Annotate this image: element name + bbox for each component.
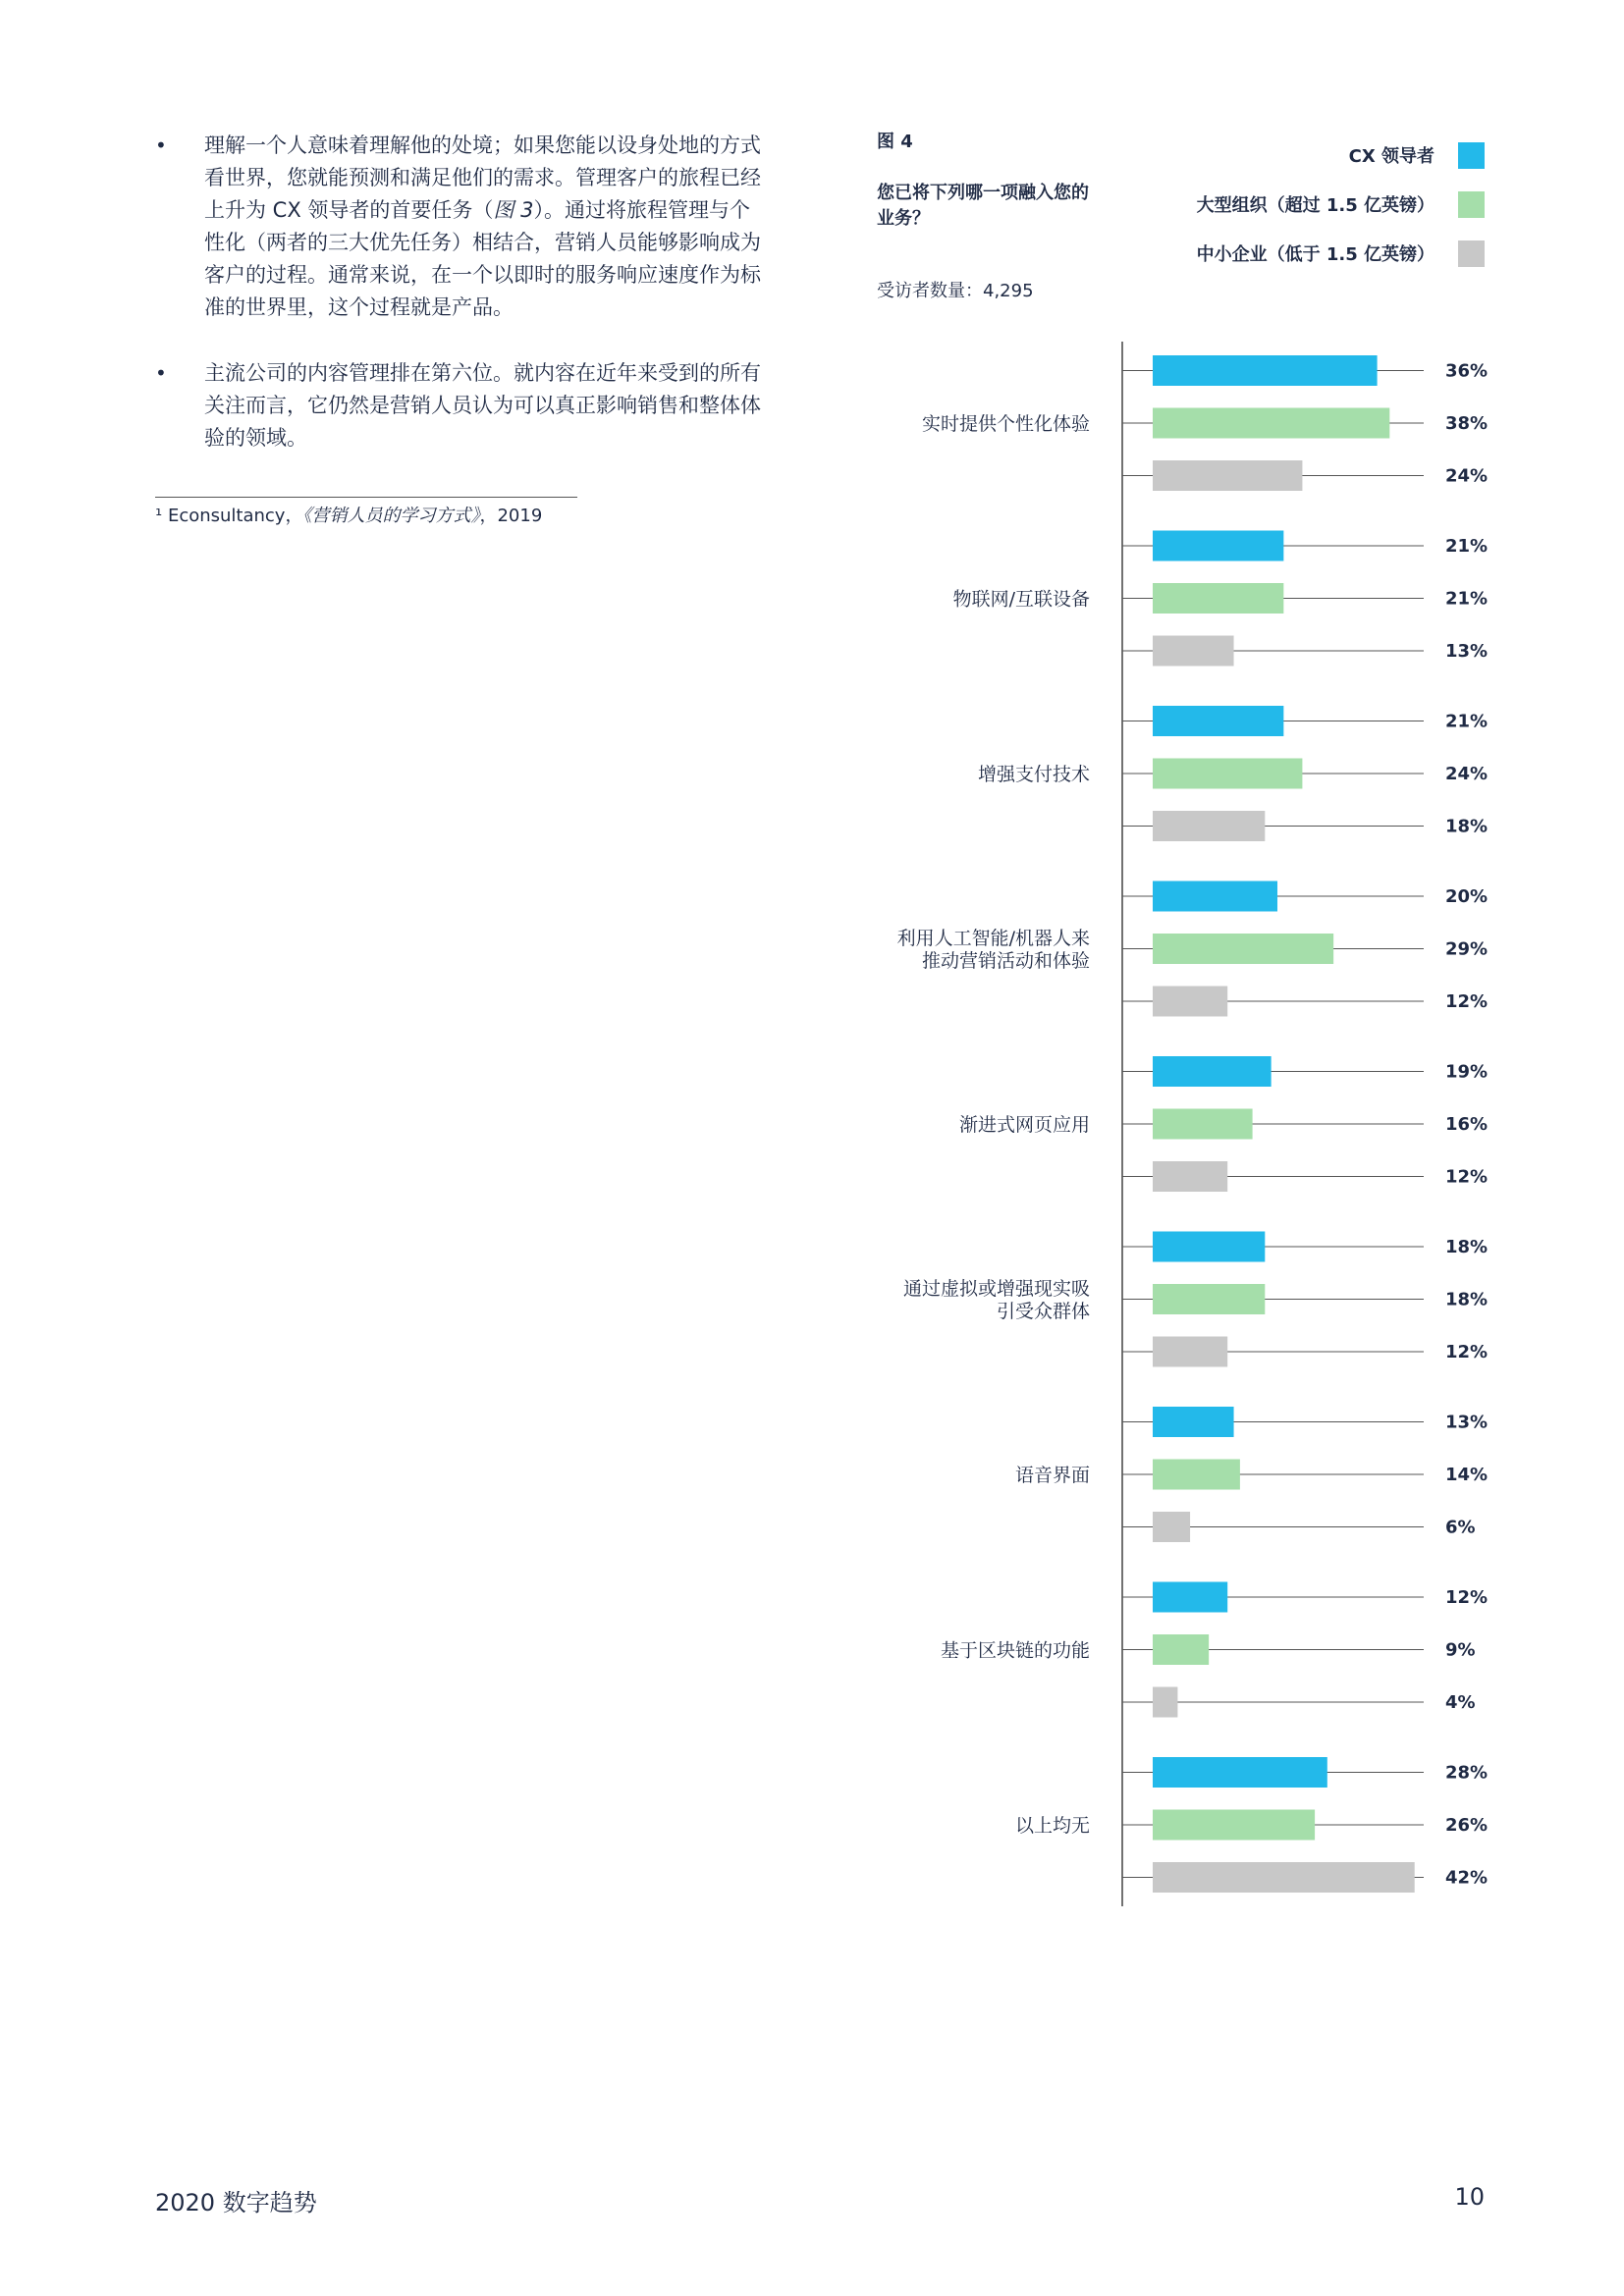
bar-value-label: 38%: [1445, 413, 1489, 434]
bar: [1153, 355, 1378, 386]
bar: [1153, 1757, 1327, 1788]
bar-value-label: 28%: [1445, 1762, 1489, 1784]
bar-value-label: 16%: [1445, 1114, 1489, 1135]
bullet-text: 主流公司的内容管理排在第六位。就内容在近年来受到的所有关注而言，它仍然是营销人员认为可以真正影响销售和整体体验的领域。: [204, 361, 761, 450]
legend-label: CX 领导者: [1348, 146, 1435, 167]
bar-value-label: 19%: [1445, 1061, 1489, 1083]
bar-value-label: 14%: [1445, 1465, 1489, 1485]
footnote-source: Econsultancy，: [162, 506, 303, 526]
bar-value-label: 21%: [1445, 711, 1489, 732]
bar-value-label: 21%: [1445, 588, 1489, 610]
category-label: 引受众群体: [996, 1301, 1090, 1322]
figure-question: 您已将下列哪一项融入您的业务？: [877, 183, 1089, 229]
category-label: 推动营销活动和体验: [921, 950, 1090, 972]
bar: [1153, 1460, 1240, 1490]
bar: [1153, 934, 1333, 964]
bar-value-label: 42%: [1445, 1867, 1489, 1889]
bar: [1153, 1337, 1227, 1367]
bar: [1153, 1810, 1315, 1841]
bar-value-label: 18%: [1445, 1289, 1489, 1310]
bullet-dot: •: [155, 361, 167, 385]
footer-title: 2020 数字趋势: [155, 2189, 317, 2216]
bar-value-label: 4%: [1445, 1692, 1476, 1713]
bar-value-label: 12%: [1445, 1342, 1489, 1362]
bar-value-label: 12%: [1445, 1587, 1489, 1608]
bullet-text: 理解一个人意味着理解他的处境；如果您能以设身处地的方式看世界，您就能预测和满足他们的需求。管理客户的旅程已经上升为 CX 领导者的首要任务（: [204, 133, 761, 222]
bar: [1153, 1056, 1272, 1087]
bar: [1153, 1284, 1265, 1314]
bar-value-label: 21%: [1445, 536, 1489, 557]
bar: [1153, 408, 1389, 439]
figure-respondents: 受访者数量：4,295: [877, 281, 1034, 301]
bar: [1153, 1512, 1190, 1542]
bar-value-label: 18%: [1445, 816, 1489, 837]
category-label: 实时提供个性化体验: [921, 413, 1090, 435]
figure-label: 图 4: [877, 132, 913, 152]
bar: [1153, 1862, 1415, 1893]
bar-value-label: 9%: [1445, 1639, 1476, 1661]
category-label: 通过虚拟或增强现实吸: [902, 1278, 1090, 1300]
footnote-marker: ¹: [155, 506, 163, 526]
bar-value-label: 6%: [1445, 1517, 1476, 1538]
bar: [1153, 460, 1302, 491]
category-label: 渐进式网页应用: [958, 1114, 1090, 1136]
legend-label: 大型组织（超过 1.5 亿英镑）: [1196, 195, 1435, 216]
bar: [1153, 1161, 1227, 1192]
bar: [1153, 583, 1283, 614]
bar: [1153, 706, 1283, 736]
footnote-year: ，2019: [479, 506, 543, 526]
bar: [1153, 531, 1283, 561]
bar-value-label: 36%: [1445, 360, 1489, 382]
bar-value-label: 12%: [1445, 991, 1489, 1012]
bar: [1153, 811, 1265, 841]
category-label: 语音界面: [1014, 1465, 1090, 1486]
category-label: 利用人工智能/机器人来: [896, 928, 1090, 949]
bar: [1153, 1232, 1265, 1262]
category-label: 物联网/互联设备: [952, 588, 1090, 611]
bar: [1153, 1109, 1253, 1140]
bullet-text: ）。通过将旅程管理与个性化（两者的三大优先任务）相结合，营销人员能够影响成为客户的过程。通常来说，在一个以即时的服务响应速度作为标准的世界里，这个过程就是产品。: [204, 198, 761, 319]
bar: [1153, 881, 1277, 912]
category-label: 增强支付技术: [977, 764, 1090, 785]
bar: [1153, 759, 1302, 789]
bar: [1153, 636, 1234, 667]
bar-value-label: 18%: [1445, 1237, 1489, 1257]
legend-label: 中小企业（低于 1.5 亿英镑）: [1196, 244, 1435, 265]
bar: [1153, 1582, 1227, 1613]
bar-value-label: 13%: [1445, 641, 1489, 662]
figure-reference: 图 3: [493, 198, 534, 222]
bar-value-label: 24%: [1445, 465, 1489, 487]
bar-value-label: 24%: [1445, 764, 1489, 784]
category-label: 基于区块链的功能: [940, 1639, 1090, 1662]
category-label: 以上均无: [1014, 1815, 1090, 1837]
footnote-title: 《营销人员的学习方式》: [302, 506, 480, 526]
bullet-dot: •: [155, 133, 167, 157]
page-number: 10: [1454, 2183, 1485, 2211]
bar-value-label: 29%: [1445, 938, 1489, 960]
bar-value-label: 13%: [1445, 1412, 1489, 1433]
bar: [1153, 1634, 1209, 1665]
bar-value-label: 20%: [1445, 886, 1489, 907]
bar: [1153, 1407, 1234, 1437]
bar: [1153, 987, 1227, 1017]
bar-value-label: 26%: [1445, 1815, 1489, 1836]
bar-value-label: 12%: [1445, 1166, 1489, 1188]
bar: [1153, 1687, 1177, 1718]
